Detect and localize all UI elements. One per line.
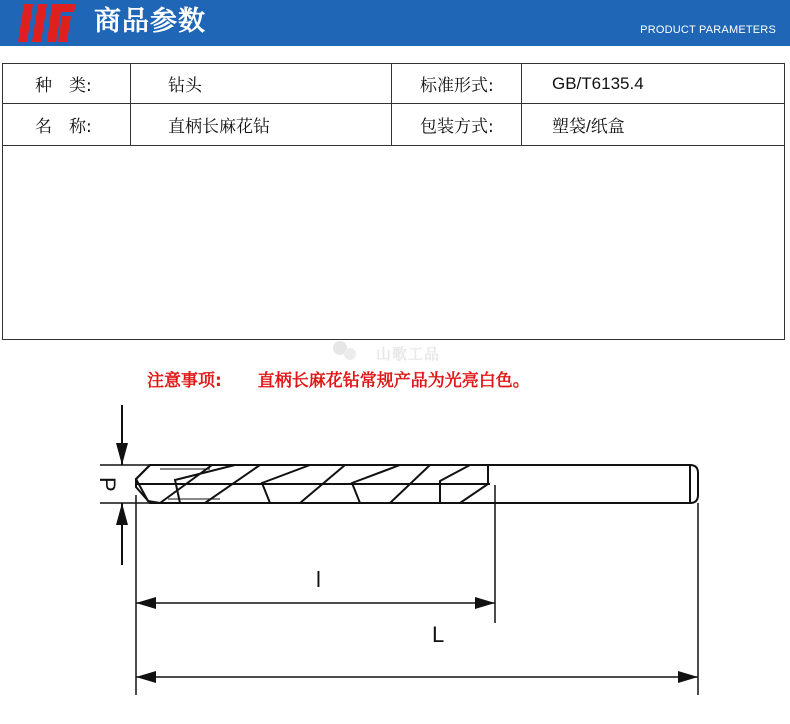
flute-length-label: l <box>316 567 321 592</box>
watermark-text: 山歌工品 <box>376 345 441 363</box>
param-value-type: 钻头 <box>131 64 392 103</box>
parameter-table <box>2 63 785 340</box>
param-value-standard: GB/T6135.4 <box>552 73 644 93</box>
table-row <box>3 64 784 104</box>
watermark-logo-icon <box>328 338 368 366</box>
total-length-label: L <box>432 622 445 647</box>
notice-text: 直柄长麻花钻常规产品为光亮白色。 <box>257 371 530 391</box>
notice-label: 注意事项: <box>147 371 222 391</box>
drill-bit-drawing <box>0 395 790 720</box>
diameter-label: P <box>95 477 120 492</box>
table-row <box>3 104 784 146</box>
notice <box>147 366 530 391</box>
param-label-packaging: 包装方式: <box>392 104 522 145</box>
param-label-name: 名 称: <box>3 104 131 145</box>
param-value-name: 直柄长麻花钻 <box>131 104 392 145</box>
param-value-packaging: 塑袋/纸盒 <box>552 117 625 136</box>
param-label-type: 种 类: <box>3 64 131 103</box>
page-title: 商品参数 <box>94 6 206 37</box>
param-label-standard: 标准形式: <box>392 64 522 103</box>
header-banner <box>0 0 790 46</box>
page-subtitle: PRODUCT PARAMETERS <box>640 24 776 36</box>
brand-logo-icon <box>14 2 84 44</box>
